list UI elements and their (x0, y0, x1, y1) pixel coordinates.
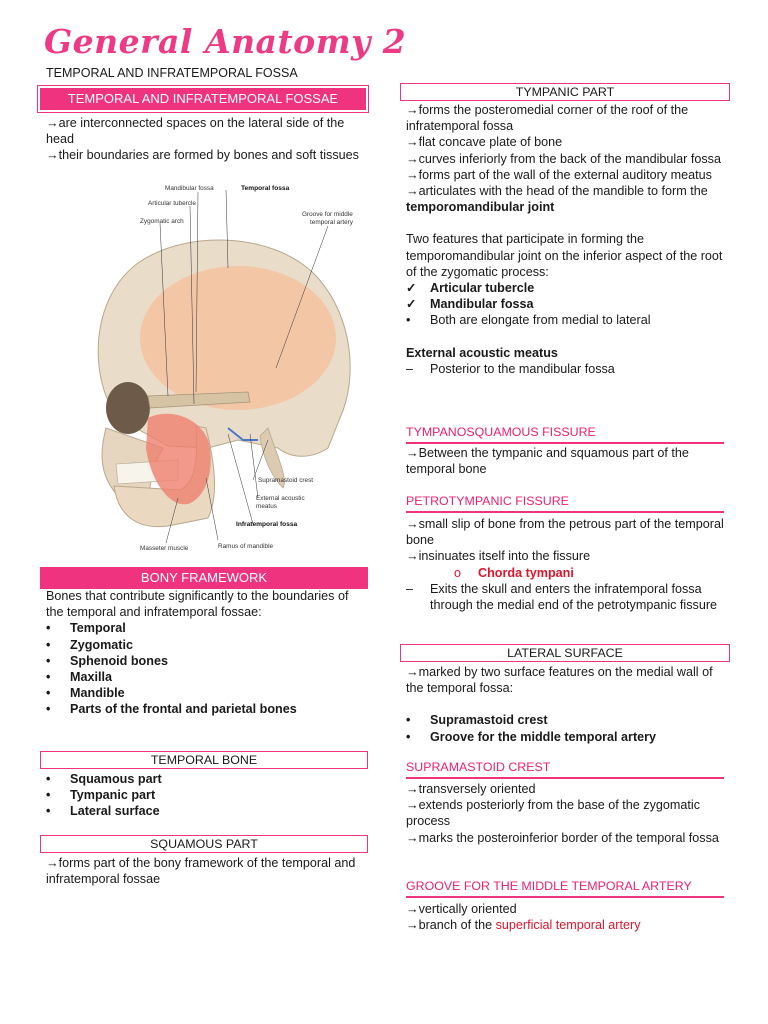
label-eam-1: External acoustic (256, 495, 305, 502)
list-item: • Both are elongate from medial to lateral (406, 313, 651, 328)
label-articular-tubercle: Articular tubercle (148, 200, 196, 207)
tympanic-line: →forms part of the wall of the external auditory meatus (406, 167, 712, 182)
eam-heading: External acoustic meatus (406, 345, 558, 360)
list-item: – Posterior to the mandibular fossa (406, 361, 615, 376)
label-groove-1: Groove for middle (302, 211, 353, 218)
label-ramus: Ramus of mandible (218, 543, 274, 550)
lateral-line: →marked by two surface features on the medial wall of the temporal fossa: (406, 665, 713, 696)
petrotympanic-line: →small slip of bone from the petrous part of the temporal bone (406, 517, 724, 548)
section-heading-petrotympanic: PETROTYMPANIC FISSURE (406, 494, 724, 513)
squamous-line: →forms part of the bony framework of the temporal and infratemporal fossae (46, 856, 356, 887)
groove-text (406, 901, 728, 933)
section-heading-squamous: SQUAMOUS PART (40, 835, 368, 853)
list-item: • Sphenoid bones (46, 653, 168, 668)
label-eam-2: meatus (256, 503, 277, 510)
petrotympanic-line: →insinuates itself into the fissure (406, 549, 591, 564)
supramastoid-line: →marks the posteroinferior border of the temporal fossa (406, 830, 719, 845)
list-item: • Zygomatic (46, 637, 133, 652)
section-heading-groove: GROOVE FOR THE MIDDLE TEMPORAL ARTERY (406, 879, 724, 898)
section-heading-supramastoid: SUPRAMASTOID CREST (406, 760, 724, 779)
lateral-text (406, 664, 728, 745)
section-heading-bony: BONY FRAMEWORK (40, 567, 368, 589)
list-item: • Squamous part (46, 772, 162, 786)
label-zygomatic-arch: Zygomatic arch (140, 218, 184, 225)
list-item: • Tympanic part (46, 788, 156, 803)
section-heading-temporal-bone: TEMPORAL BONE (40, 751, 368, 769)
section-heading-lateral: LATERAL SURFACE (400, 644, 730, 662)
check-item: ✓ Mandibular fossa (406, 297, 534, 312)
skull-figure (78, 178, 368, 554)
fossae-line: →their boundaries are formed by bones and soft tissues (46, 148, 359, 163)
supramastoid-line: →transversely oriented (406, 782, 536, 796)
orbit-shape (106, 382, 150, 434)
tympanic-articulates: →articulates with the head of the mandible to form the temporomandibular joint (406, 184, 708, 215)
bony-text (46, 588, 362, 718)
groove-line: →branch of the superficial temporal artery (406, 918, 641, 933)
tympanic-line: →curves inferiorly from the back of the mandibular fossa (406, 151, 721, 166)
tympanosquamous-line: →Between the tympanic and squamous part of the temporal bone (406, 446, 689, 477)
fossae-text (46, 115, 362, 164)
tympanosquamous-text (406, 445, 728, 477)
temporal-fossa-region (140, 266, 336, 410)
list-item: • Supramastoid crest (406, 713, 548, 728)
temporal-bone-list (46, 771, 362, 820)
squamous-text (46, 855, 362, 887)
page-title: General Anatomy 2 (44, 22, 407, 61)
page-subtitle: TEMPORAL AND INFRATEMPORAL FOSSA (46, 66, 298, 80)
supramastoid-line: →extends posteriorly from the base of the zygomatic process (406, 798, 700, 829)
list-item: • Mandible (46, 686, 125, 701)
bony-intro: Bones that contribute significantly to the boundaries of the temporal and infratemporal fossae: (46, 589, 349, 620)
list-item: • Temporal (46, 621, 126, 636)
section-heading-tympanic: TYMPANIC PART (400, 83, 730, 101)
petrotympanic-text (406, 516, 728, 613)
section-heading-tympanosquamous: TYMPANOSQUAMOUS FISSURE (406, 425, 724, 444)
tympanic-line: →forms the posteromedial corner of the roof of the infratemporal fossa (406, 103, 689, 134)
list-item: – Exits the skull and enters the infratemporal fossa through the medial end of the petrotympanic fissure (406, 581, 718, 613)
list-item: • Lateral surface (46, 804, 160, 819)
list-item: • Parts of the frontal and parietal bones (46, 702, 297, 717)
chorda-item: o Chorda tympani (454, 565, 574, 580)
label-groove-2: temporal artery (310, 219, 353, 226)
label-temporal-fossa: Temporal fossa (241, 185, 290, 192)
label-supramastoid: Supramastoid crest (258, 477, 314, 484)
label-infratemporal: Infratemporal fossa (236, 521, 298, 528)
label-masseter: Masseter muscle (140, 545, 189, 552)
fossae-line: →are interconnected spaces on the lateral side of the head (46, 116, 345, 147)
tympanic-line: →flat concave plate of bone (406, 135, 563, 150)
supramastoid-text (406, 781, 728, 846)
features-intro: Two features that participate in forming the temporomandibular joint on the inferior aspect of the root of the zygomatic process: (406, 232, 723, 279)
check-item: ✓ Articular tubercle (406, 281, 535, 296)
groove-line: →vertically oriented (406, 902, 517, 916)
list-item: • Groove for the middle temporal artery (406, 729, 657, 744)
list-item: • Maxilla (46, 670, 112, 685)
tympanic-text (406, 102, 728, 377)
label-mandibular-fossa: Mandibular fossa (165, 185, 214, 192)
section-heading-fossae: TEMPORAL AND INFRATEMPORAL FOSSAE (40, 88, 366, 110)
